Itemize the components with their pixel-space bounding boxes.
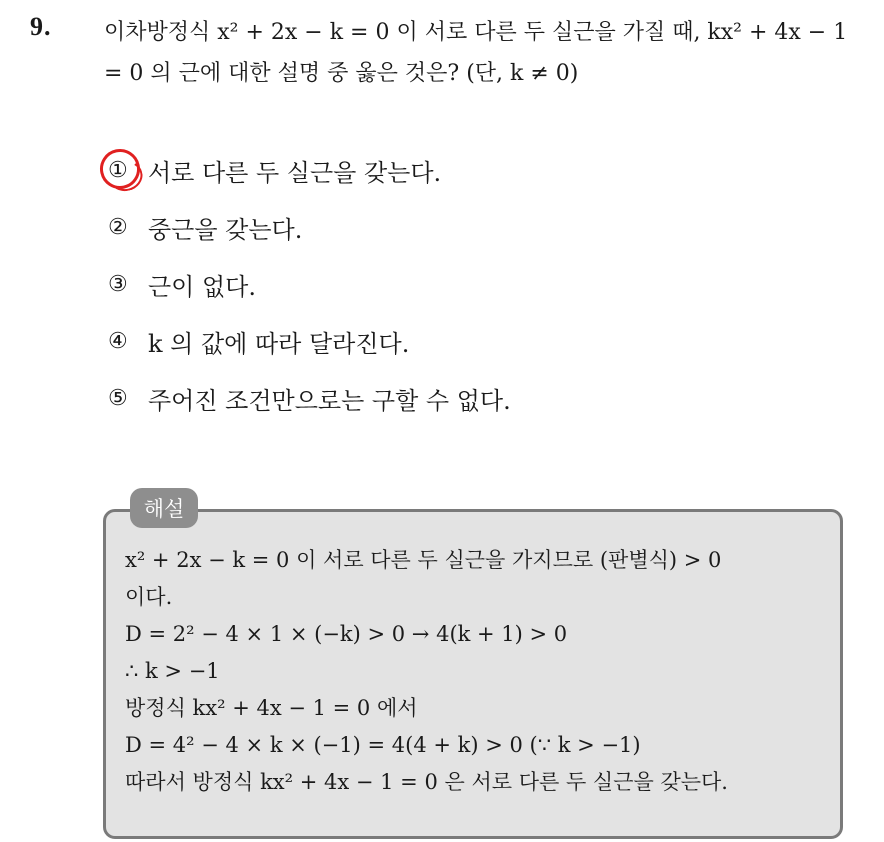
choice-number: ④ [108,329,128,354]
choice-text: k 의 값에 따라 달라진다. [148,330,410,358]
choice-number: ⑤ [108,386,128,411]
choice-text: 근이 없다. [148,273,256,301]
choice-number: ② [108,215,128,240]
choice-text: 주어진 조건만으로는 구할 수 없다. [148,387,511,415]
selected-answer-mark [96,145,143,192]
choice-text: 중근을 갖는다. [148,216,303,244]
choice-text: 서로 다른 두 실근을 갖는다. [148,159,442,187]
choice-number: ① [108,158,128,183]
solution-line: ∴ k > −1 [125,659,220,683]
solution-line: 따라서 방정식 kx² + 4x − 1 = 0 은 서로 다른 두 실근을 갖는다. [125,770,728,794]
question-text: 이차방정식 x² + 2x − k = 0 이 서로 다른 두 실근을 가질 때, kx² + 4x − 1 = 0 의 근에 대한 설명 중 옳은 것은? (단, k ≠ 0) [104,20,848,86]
choice-number: ③ [108,272,128,297]
solution-line: 이다. [125,585,173,609]
question-number: 9. [30,12,52,41]
choice-5[interactable] [108,370,511,427]
solution-line: D = 4² − 4 × k × (−1) = 4(4 + k) > 0 (∵ k > −1) [125,733,641,757]
choice-1[interactable] [108,142,511,199]
solution-line: D = 2² − 4 × 1 × (−k) > 0 → 4(k + 1) > 0 [125,622,568,646]
solution-label: 해설 [130,488,198,528]
solution-text [125,542,825,801]
choice-2[interactable] [108,199,511,256]
choice-3[interactable] [108,256,511,313]
answer-choices [108,142,511,427]
solution-line: 방정식 kx² + 4x − 1 = 0 에서 [125,696,418,720]
solution-line: x² + 2x − k = 0 이 서로 다른 두 실근을 가지므로 (판별식) > 0 [125,548,722,572]
choice-4[interactable] [108,313,511,370]
